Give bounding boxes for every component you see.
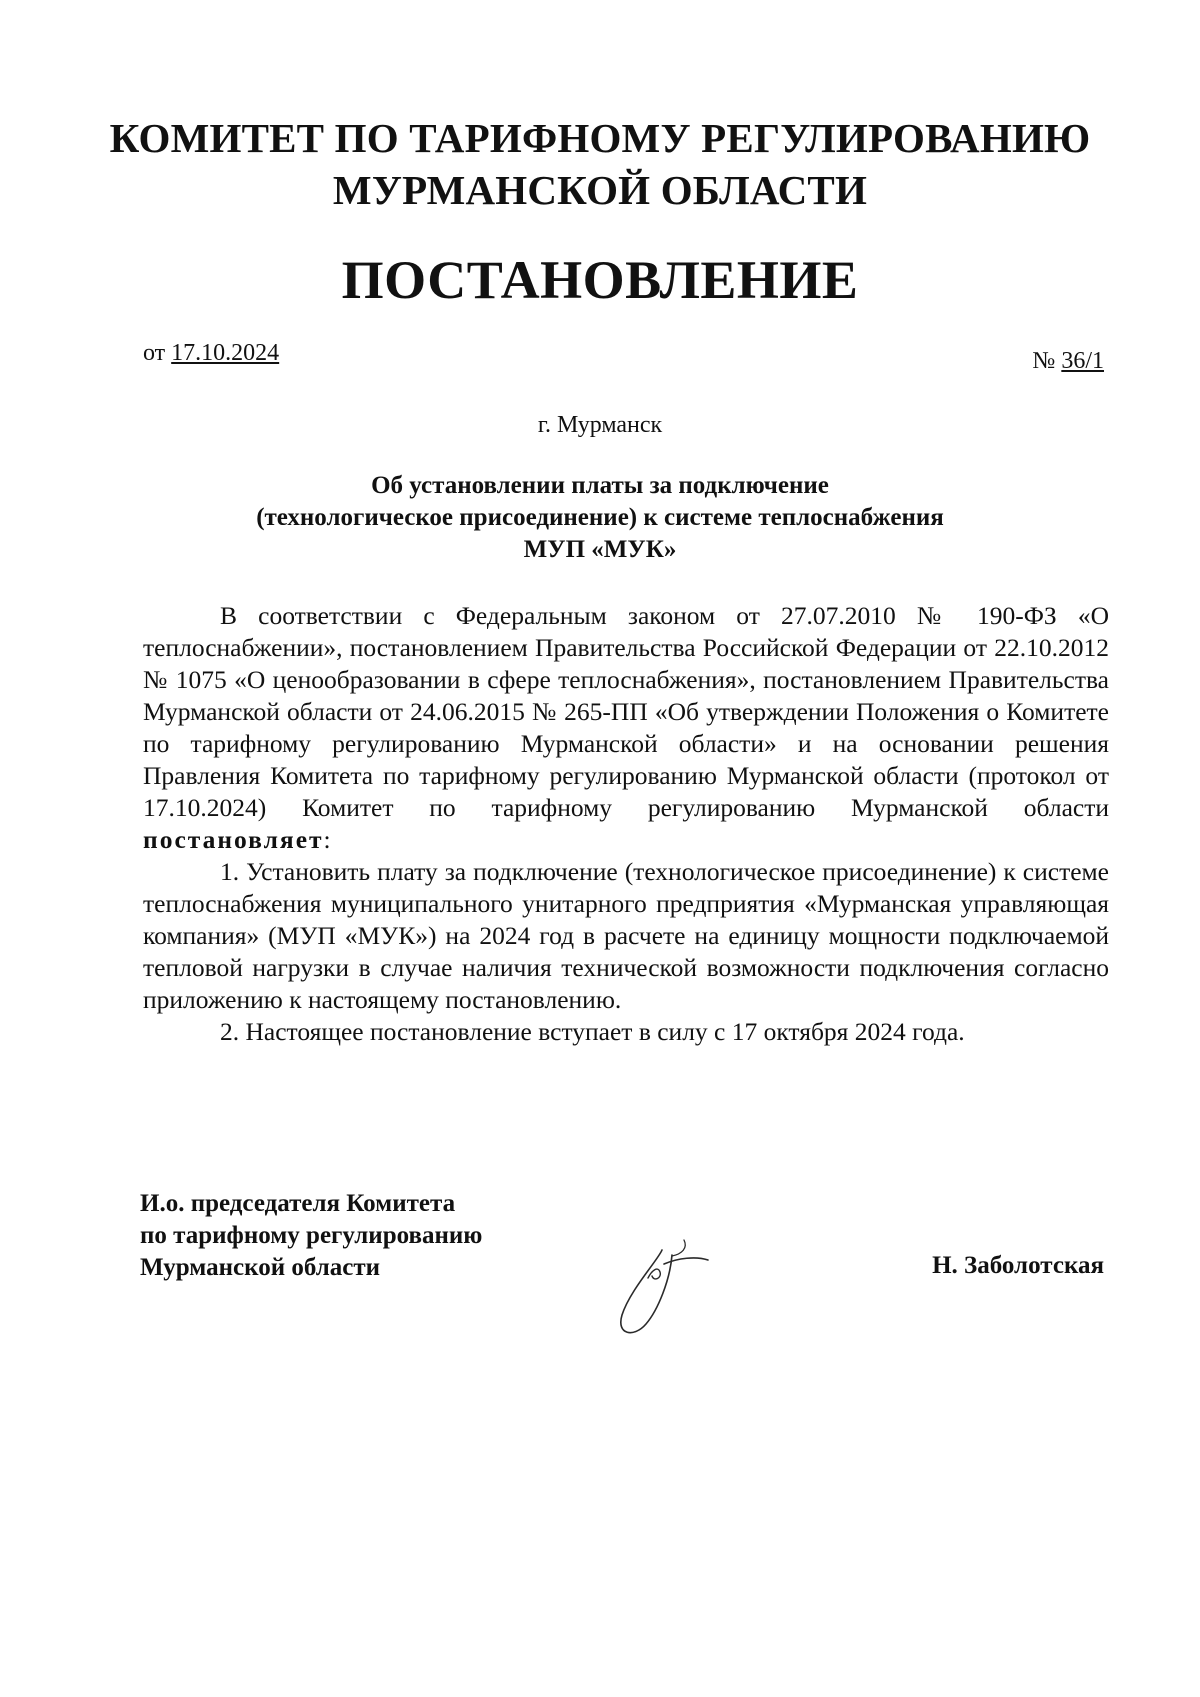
- number-prefix: №: [1032, 348, 1062, 374]
- signer-name: Н. Заболотская: [932, 1252, 1104, 1279]
- document-body: [143, 600, 1109, 1048]
- document-subject: [0, 470, 1200, 566]
- handwritten-signature-icon: [600, 1220, 730, 1350]
- date-value: 17.10.2024: [171, 340, 280, 366]
- document-type-title: ПОСТАНОВЛЕНИЕ: [341, 250, 859, 310]
- document-date: [143, 338, 279, 368]
- document-number: [1032, 346, 1104, 376]
- date-prefix: от: [143, 340, 172, 366]
- subject-line-3: МУП «МУК»: [523, 536, 677, 563]
- subject-line-2: (технологическое присоединение) к системе теплоснабжения: [256, 504, 944, 531]
- committee-name: [0, 112, 1200, 216]
- resolves-colon: :: [323, 825, 331, 854]
- signer-title-line-2: по тарифному регулированию: [140, 1222, 483, 1249]
- item-1-paragraph: 1. Установить плату за подключение (технологическое присоединение) к системе теплоснабжения муниципального унитарного предприятия «Мурманская управляющая компания» (МУП «МУК») на 2024 год в расчете на единицу мощности подключаемой тепловой нагрузки в случае наличия технической возможности подключения согласно приложению к настоящему постановлению.: [143, 857, 1109, 1014]
- number-value: 36/1: [1061, 348, 1104, 374]
- resolves-word: постановляет: [143, 825, 324, 854]
- committee-line-1: КОМИТЕТ ПО ТАРИФНОМУ РЕГУЛИРОВАНИЮ: [109, 115, 1091, 161]
- signer-title: [140, 1188, 482, 1284]
- preamble-paragraph: [143, 600, 1109, 856]
- item-2-paragraph: 2. Настоящее постановление вступает в силу с 17 октября 2024 года.: [220, 1017, 965, 1046]
- committee-line-2: МУРМАНСКОЙ ОБЛАСТИ: [332, 167, 868, 213]
- signer-title-line-3: Мурманской области: [140, 1254, 381, 1281]
- city-line: г. Мурманск: [537, 412, 663, 438]
- preamble-text: В соответствии с Федеральным законом от 27.07.2010 № 190-ФЗ «О теплоснабжении», постановлением Правительства Российской Федерации от 22.10.2012 № 1075 «О ценообразовании в сфере теплоснабжения», постановлением Правительства Мурманской области от 24.06.2015 № 265-ПП «Об утверждении Положения о Комитете по тарифному регулированию Мурманской области» и на основании решения Правления Комитета по тарифному регулированию Мурманской области (протокол от 17.10.2024) Комитет по тарифному регулированию Мурманской области: [143, 601, 1109, 822]
- subject-line-1: Об установлении платы за подключение: [371, 472, 829, 499]
- signer-title-line-1: И.о. председателя Комитета: [140, 1190, 456, 1217]
